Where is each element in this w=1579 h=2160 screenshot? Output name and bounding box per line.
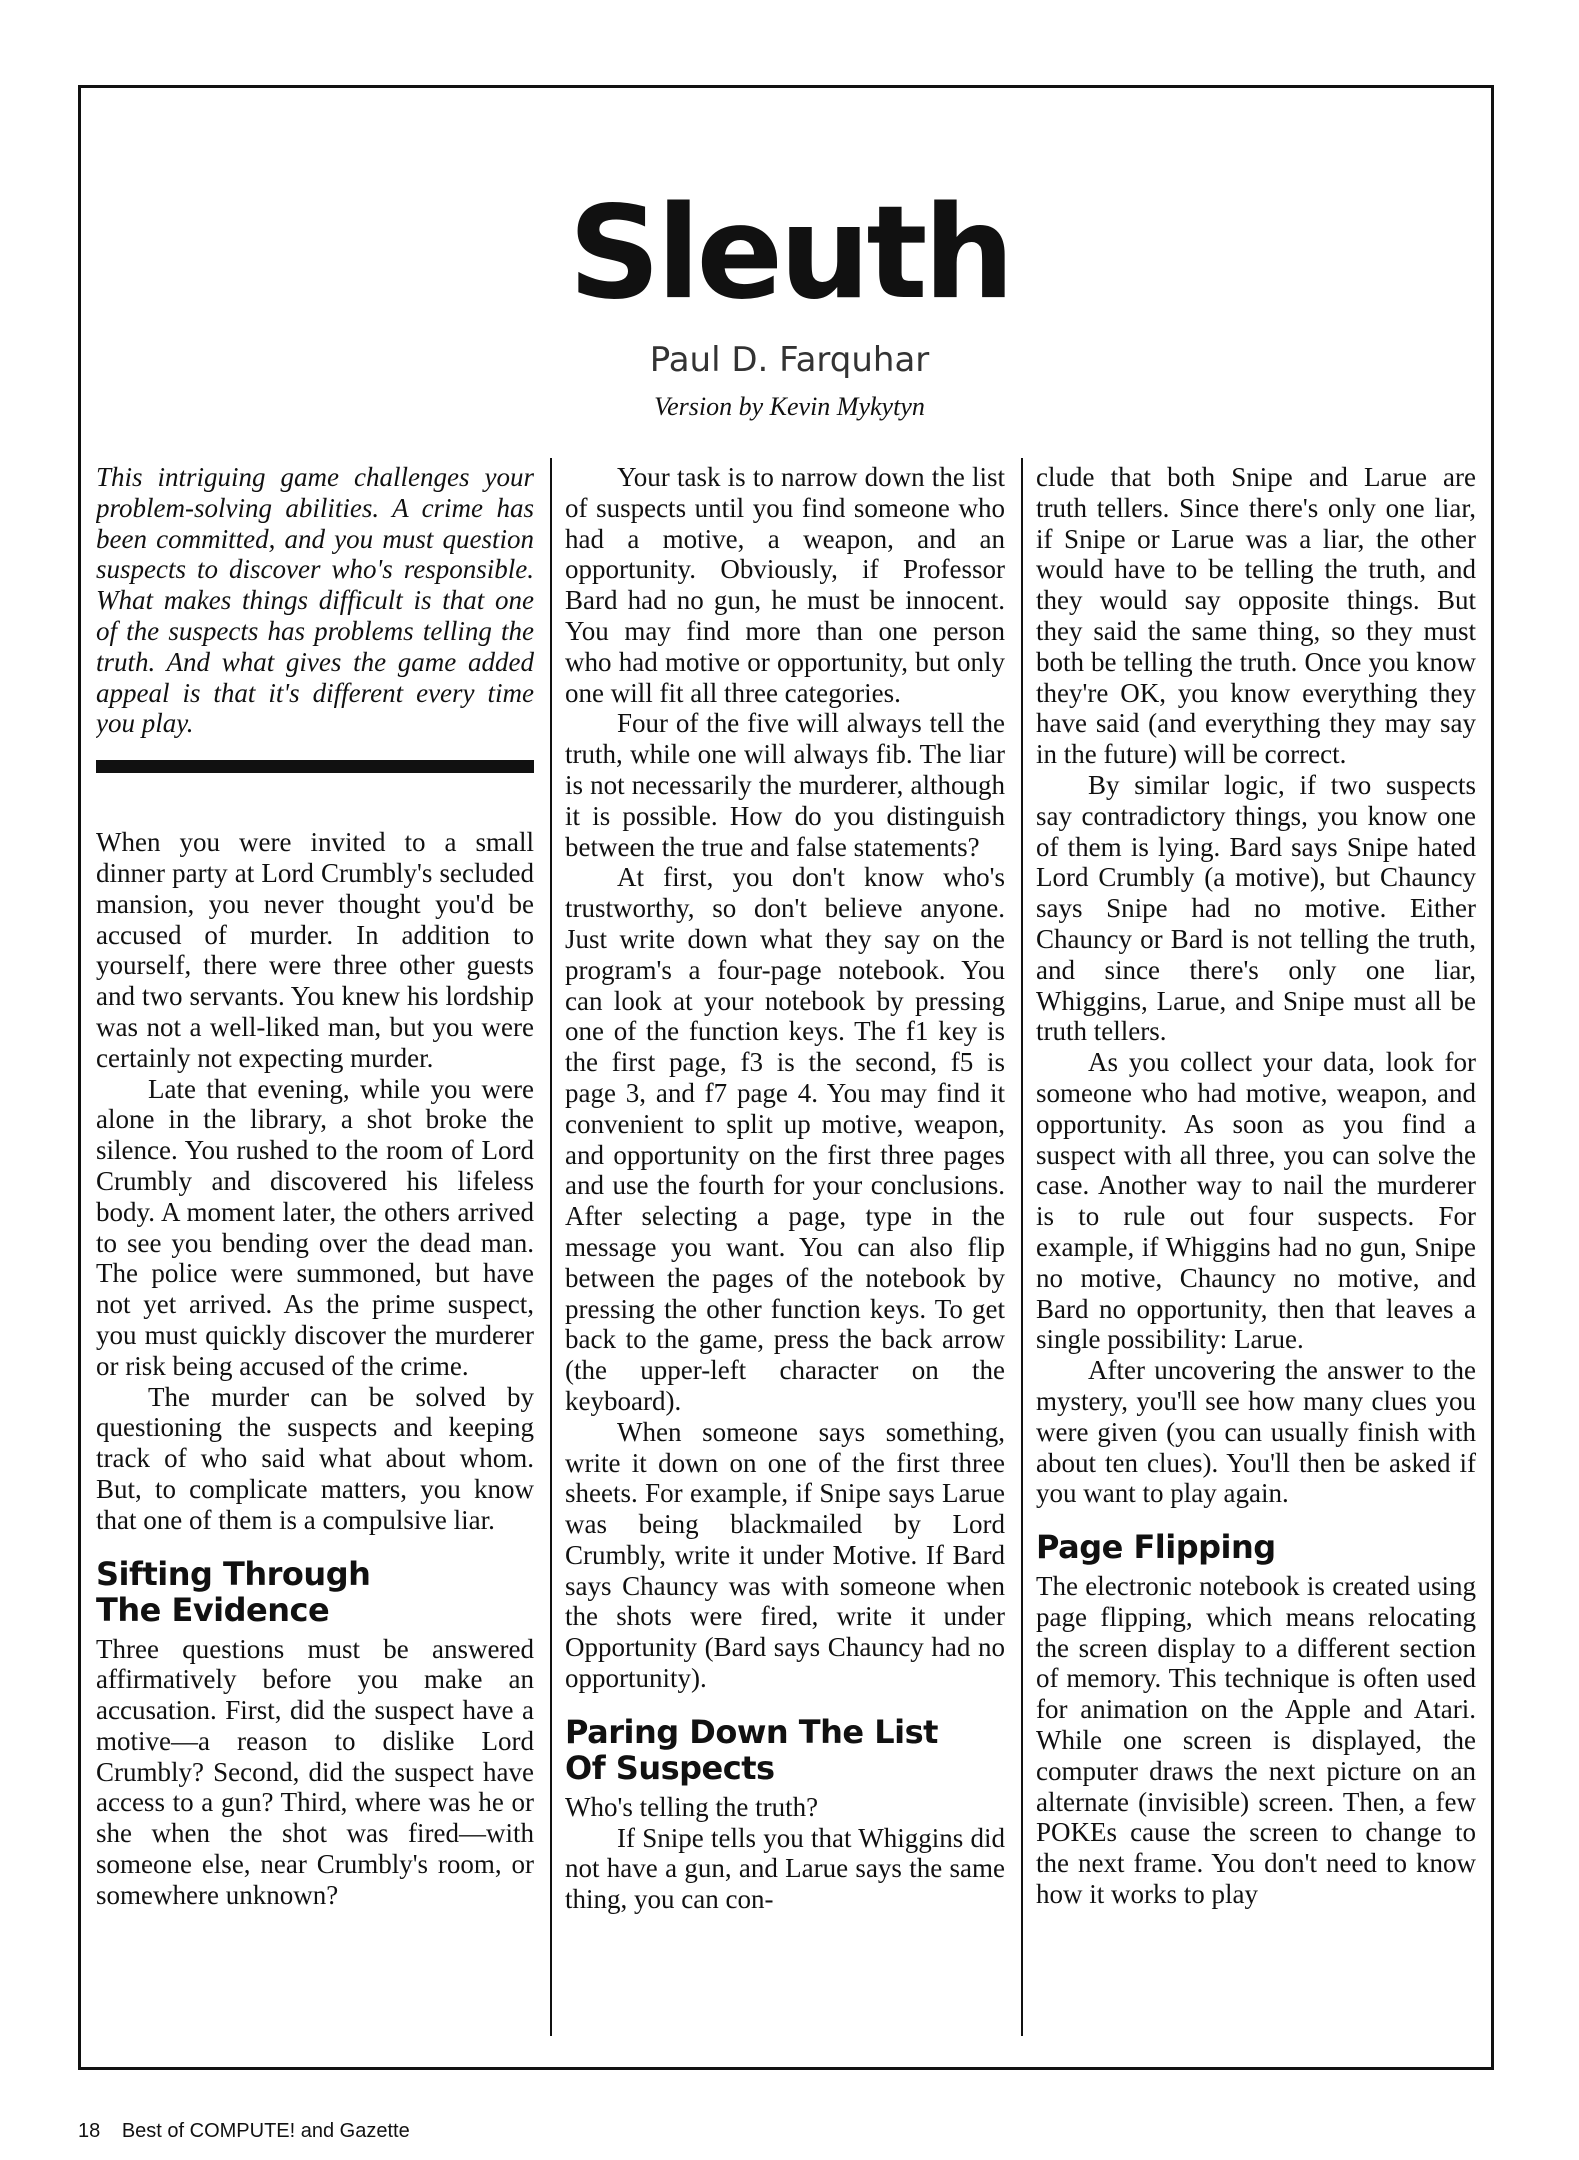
heading-line: Paring Down The List (565, 1712, 938, 1751)
page-number: 18 (78, 2120, 101, 2142)
paragraph: Your task is to narrow down the list of suspects until you find someone who had a motive, a weapon, and an opportunity. Obviously, if Professor Bard had no gun, he must be innocent. You may find more than one person who had motive or opportunity, but only one will fit all three categories. (565, 462, 1005, 708)
section-heading-paring (565, 1714, 1005, 1786)
paragraph: After uncovering the answer to the mystery, you'll see how many clues you were given (you can usually finish with about ten clues). You'll then be asked if you want to play again. (1036, 1355, 1476, 1509)
section-heading-sifting (96, 1556, 534, 1628)
paragraph: When someone says something, write it down on one of the first three sheets. For example, if Snipe says Larue was being blackmailed by Lord Crumbly, write it under Motive. If Bard says Chauncy was with someone when the shots were fired, write it under Opportunity (Bard says Chauncy had no opportunity). (565, 1416, 1005, 1694)
heading-line: The Evidence (96, 1590, 330, 1629)
paragraph: Three questions must be answered affirmatively before you make an accusation. First, did the suspect have a motive—a reason to dislike Lord Crumbly? Second, did the suspect have access to a gun? Third, where was he or she when the shot was fired—with someone else, near Crumbly's room, or somewhere unknown? (96, 1633, 534, 1910)
paragraph: Late that evening, while you were alone in the library, a shot broke the silence. You rushed to the room of Lord Crumbly and discovered his lifeless body. A moment later, the others arrived to see you bending over the dead man. The police were summoned, but have not yet arrived. As the prime suspect, you must quickly discover the murderer or risk being accused of the crime. (96, 1073, 534, 1381)
page-footer (78, 2120, 410, 2143)
paragraph: At first, you don't know who's trustworthy, so don't believe anyone. Just write down what they say on the program's a four-page notebook. You can look at your notebook by pressing one of the function keys. The f1 key is the first page, f3 is the second, f5 is page 3, and f7 page 4. You may find it convenient to split up motive, weapon, and opportunity on the first three pages and use the fourth for your conclusions. After selecting a page, type in the message you want. You can also flip between the pages of the notebook by pressing the other function keys. To get back to the game, press the back arrow (the upper-left character on the keyboard). (565, 862, 1005, 1416)
paragraph: clude that both Snipe and Larue are truth tellers. Since there's only one liar, if Snipe or Larue was a liar, the other would have to be telling the truth, and they would say opposite things. But they said the same thing, so they must both be telling the truth. Once you know they're OK, you know everything they have said (and everything they may say in the future) will be correct. (1036, 462, 1476, 770)
heading-line: Sifting Through (96, 1554, 371, 1593)
intro-divider-bar (96, 760, 534, 773)
column-divider-1 (550, 458, 552, 2036)
paragraph: By similar logic, if two suspects say contradictory things, you know one of them is lying. Bard says Snipe hated Lord Crumbly (a motive), but Chauncy says Snipe had no motive. Either Chauncy or Bard is not telling the truth, and since there's only one liar, Whiggins, Larue, and Snipe must all be truth tellers. (1036, 769, 1476, 1047)
paragraph: Who's telling the truth? (565, 1791, 819, 1822)
paragraph: The murder can be solved by questioning the suspects and keeping track of who said what about whom. But, to complicate matters, you know that one of them is a compulsive liar. (96, 1381, 534, 1535)
paragraph: If Snipe tells you that Whiggins did not have a gun, and Larue says the same thing, you can con- (565, 1822, 1005, 1915)
paragraph: When you were invited to a small dinner party at Lord Crumbly's secluded mansion, you never thought you'd be accused of murder. In addition to yourself, there were three other guests and two servants. You knew his lordship was not a well-liked man, but you were certainly not expecting murder. (96, 827, 534, 1073)
article-title: Sleuth (568, 179, 1011, 328)
column-1 (96, 462, 534, 2057)
paragraph: The electronic notebook is created using page flipping, which means relocating the screen display to a different section of memory. This technique is often used for animation on the Apple and Atari. While one screen is displayed, the computer draws the next picture on an alternate (invisible) screen. Then, a few POKEs cause the screen to change to the next frame. You don't need to know how it works to play (1036, 1571, 1476, 1910)
column-divider-2 (1021, 458, 1023, 2036)
publication-name: Best of COMPUTE! and Gazette (121, 2120, 410, 2142)
section-heading-page-flipping: Page Flipping (1036, 1528, 1276, 1567)
paragraph: Four of the five will always tell the truth, while one will always fib. The liar is not necessarily the murderer, although it is possible. How do you distinguish between the true and false statements? (565, 708, 1005, 862)
paragraph: As you collect your data, look for someone who had motive, weapon, and opportunity. As soon as you find a suspect with all three, you can solve the case. Another way to nail the murderer is to rule out four suspects. For example, if Whiggins had no gun, Snipe no motive, Chauncy no motive, and Bard no opportunity, then that leaves a single possibility: Larue. (1036, 1047, 1476, 1355)
intro-blurb: This intriguing game challenges your problem-solving abilities. A crime has been committed, and you must question suspects to discover who's responsible. What makes things difficult is that one of the suspects has problems telling the truth. And what gives the game added appeal is that it's different every time you play. (96, 462, 534, 739)
author-byline: Paul D. Farquhar (649, 340, 930, 380)
heading-line: Of Suspects (565, 1748, 775, 1787)
column-2 (565, 462, 1005, 2057)
version-byline: Version by Kevin Mykytyn (654, 392, 925, 421)
column-3 (1036, 462, 1476, 2057)
